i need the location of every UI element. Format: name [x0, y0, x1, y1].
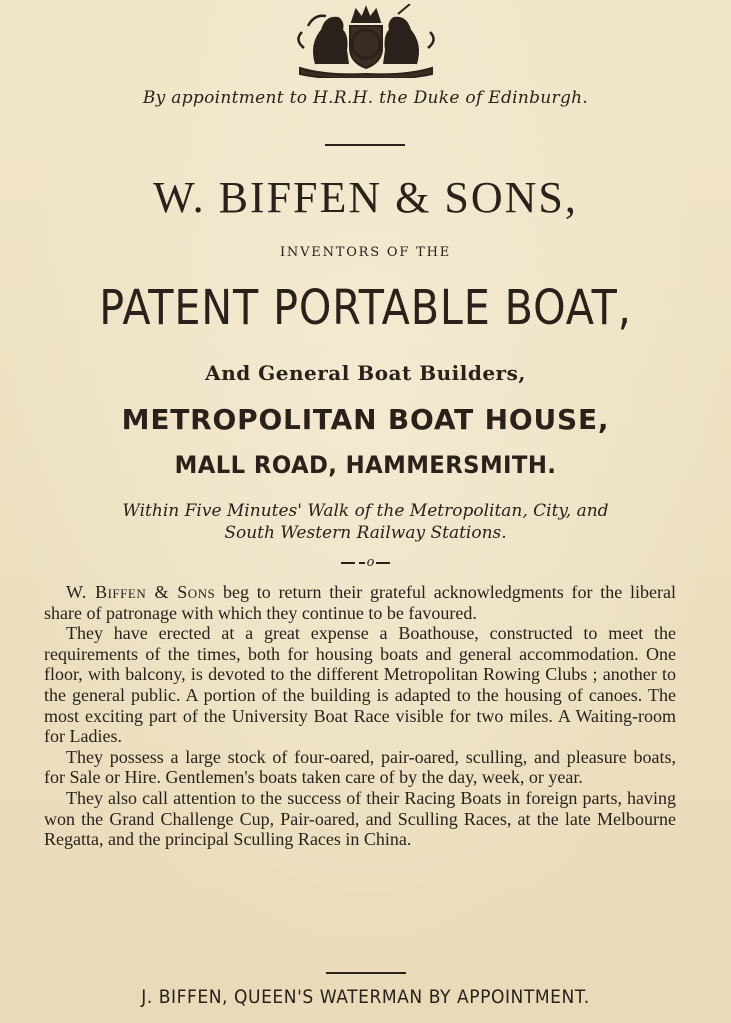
location-note: [30, 500, 701, 544]
ornament-dash-right: [376, 562, 390, 564]
ornament-mark: o: [366, 555, 375, 570]
paragraph-acknowledgment: [44, 582, 676, 623]
body-copy: [44, 582, 676, 850]
address-line: MALL ROAD, HAMMERSMITH.: [174, 451, 557, 479]
paragraph-stock: They possess a large stock of four-oared, pair-oared, sculling, and pleasure boats, for Sale or Hire. Gentlemen's boats taken care of by the day, week, or year.: [44, 746, 676, 788]
firm-name-smallcaps: W. Biffen & Sons: [66, 582, 216, 602]
footer-waterman-line: J. BIFFEN, QUEEN'S WATERMAN BY APPOINTMENT.: [141, 986, 590, 1008]
location-line-1: Within Five Minutes' Walk of the Metropolitan, City, and: [122, 501, 609, 521]
trade-line: And General Boat Builders,: [205, 361, 526, 385]
ornament-dash-left-2: [359, 562, 365, 564]
location-line-2: South Western Railway Stations.: [224, 523, 507, 543]
bottom-divider: [326, 972, 406, 974]
royal-appointment-line: By appointment to H.R.H. the Duke of Edinburgh.: [142, 88, 589, 108]
section-ornament: [0, 555, 731, 570]
product-heading: PATENT PORTABLE BOAT,: [99, 280, 632, 336]
premises-heading: METROPOLITAN BOAT HOUSE,: [121, 403, 610, 436]
paragraph-boathouse: They have erected at a great expense a Boathouse, constructed to meet the requirements of the times, both for housing boats and general accommodation. One floor, with balcony, is devoted to the different Metropolitan Rowing Clubs ; another to the general public. A portion of the building is adapted to the housing of canoes. The most exciting part of the University Boat Race visible for two miles. A Waiting-room for Ladies.: [44, 623, 676, 747]
top-divider: [325, 144, 405, 146]
firm-name: W. BIFFEN & SONS,: [153, 173, 578, 222]
inventors-line: INVENTORS OF THE: [279, 245, 452, 260]
paragraph-racing: They also call attention to the success of their Racing Boats in foreign parts, having won the Grand Challenge Cup, Pair-oared, and Sculling Races, at the late Melbourne Regatta, and the principal Sculling Races in China.: [44, 787, 676, 850]
paragraph-acknowledgment-text: beg to return their grateful acknowledgments for the liberal share of patronage with which they continue to be favoured.: [44, 582, 677, 623]
ornament-dash-left: [341, 562, 355, 564]
royal-coat-of-arms-icon: [286, 4, 446, 78]
